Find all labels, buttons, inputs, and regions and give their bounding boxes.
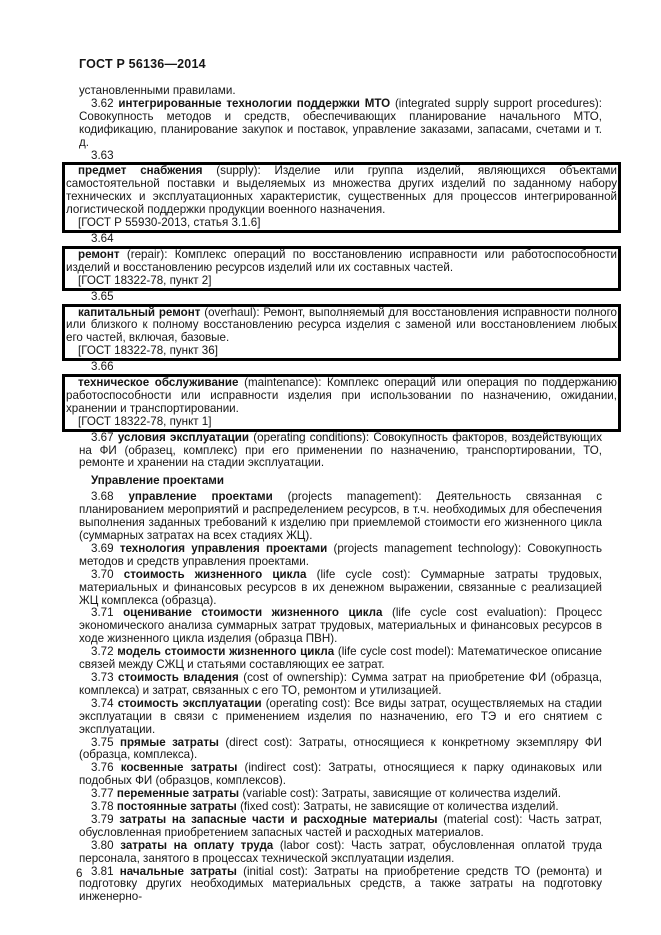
term-definition: (overhaul): Ремонт, выполняемый для восстановления исправности полного или близкого к полному восстановлению ресурса изделия с заменой или восстановлением любых его частей, включая, базовые. — [66, 305, 617, 345]
standard-designation: ГОСТ Р 56136—2014 — [79, 57, 206, 71]
clause-number: 3.78 — [91, 800, 114, 814]
term-title: модель стоимости жизненного цикла — [117, 645, 335, 659]
clause-number: 3.81 — [91, 864, 114, 878]
term-title: прямые затраты — [120, 735, 219, 749]
term-definition: (indirect cost): Затраты, относящиеся к парку одинаковых или подобных ФИ (образцов, комплексов). — [79, 761, 602, 788]
page-number: 6 — [76, 867, 83, 880]
section-subheading: Управление проектами — [91, 474, 224, 488]
term-definition: (operating conditions): Совокупность факторов, воздействующих на ФИ (образец, комплекс) при его применении по назначению, транспортировании, ТО, ремонте и хранении на стадии эксплуатации. — [79, 430, 602, 470]
term-title: стоимость эксплуатации — [117, 696, 262, 710]
term-definition: (life cycle cost model): Математическое описание связей между СЖЦ и статьями составляющих ее затрат. — [79, 645, 602, 672]
term-title: затраты на запасные части и расходные материалы — [119, 812, 438, 826]
clause-3-75 — [79, 737, 602, 763]
term-title: постоянные затраты — [116, 800, 237, 814]
term-definition: (projects management technology): Совокупность методов и средств управления проектами. — [79, 541, 602, 568]
clause-3-74 — [79, 698, 602, 737]
clause-number-3-63: 3.63 — [91, 148, 114, 162]
term-definition: (supply): Изделие или группа изделий, являющихся объектами самостоятельной поставки и выделяемых из множества других изделий по заданному набору технических и эксплуатационных характеристик, существенных для процессов интегрированной логистической поддержки продукции военного назначения. — [66, 164, 617, 217]
clause-number: 3.73 — [91, 670, 114, 684]
term-definition: (life cycle cost evaluation): Процесс экономического анализа суммарных затрат трудовых, материальных и финансовых ресурсов в ходе жизненного цикла изделия (образца ПВН). — [79, 606, 602, 646]
clause-number: 3.76 — [91, 761, 114, 775]
clause-number: 3.72 — [91, 645, 114, 659]
term-definition: (maintenance): Комплекс операций или операция по поддержанию работоспособности или исправности изделия при использовании по назначению, ожидании, хранении и транспортировании. — [66, 376, 617, 415]
term-title: техническое обслуживание — [78, 376, 239, 390]
clause-3-79 — [79, 814, 602, 840]
clause-number-3-65: 3.65 — [91, 289, 114, 303]
clause-number-3-66: 3.66 — [91, 360, 114, 374]
term-title: предмет снабжения — [78, 164, 203, 178]
term-definition: (repair): Комплекс операций по восстановлению исправности или работоспособности изделий и восстановлению ресурсов изделий или их составных частей. — [66, 247, 617, 274]
clause-3-68 — [79, 491, 602, 543]
term-title: стоимость владения — [118, 670, 239, 684]
intro-continuation-text: установленными правилами. — [79, 84, 236, 97]
clause-number: 3.70 — [91, 567, 114, 581]
boxed-definition — [66, 249, 617, 275]
clause-number: 3.74 — [91, 696, 114, 710]
term-title: условия эксплуатации — [117, 430, 250, 444]
term-definition: (life cycle cost): Суммарные затраты трудовых, материальных и финансовых ресурсов в их денежном выражении, связанные с реализацией ЖЦ комплекса (образца). — [79, 567, 602, 607]
term-title: начальные затраты — [119, 864, 237, 878]
term-title: технология управления проектами — [119, 541, 328, 555]
clause-number: 3.69 — [91, 541, 114, 555]
term-definition: (material cost): Часть затрат, обусловленная приобретением запасных частей и расходных материалов. — [79, 812, 602, 839]
clause-number: 3.75 — [91, 735, 114, 749]
clause-3-71 — [79, 607, 602, 646]
boxed-definition — [66, 377, 617, 416]
clause-number: 3.79 — [91, 812, 114, 826]
definition-box-supply — [62, 162, 621, 233]
definition-box-overhaul — [62, 304, 621, 362]
term-title: оценивание стоимости жизненного цикла — [123, 606, 383, 620]
term-definition: (labor cost): Часть затрат, обусловленная оплатой труда персонала, занятого в процессах технической эксплуатации изделия. — [79, 838, 602, 865]
clause-number: 3.62 — [91, 96, 114, 110]
term-definition: (cost of ownership): Сумма затрат на приобретение ФИ (образца, комплекса) и затрат, связанных с его ТО, ремонтом и утилизацией. — [79, 670, 602, 697]
term-title: ремонт — [78, 247, 120, 261]
clause-3-72 — [79, 646, 602, 672]
clause-number: 3.67 — [91, 430, 114, 444]
term-definition: (operating cost): Все виды затрат, осуществляемых на стадии эксплуатации в связи с применением изделия по назначению, его ТЭ и его снятием с эксплуатации. — [79, 696, 602, 736]
term-definition: (variable cost): Затраты, зависящие от количества изделий. — [239, 787, 561, 801]
document-body — [66, 84, 617, 904]
clause-3-80 — [79, 840, 602, 866]
definition-box-maintenance — [62, 374, 621, 432]
source-reference: [ГОСТ 18322-78, пункт 1] — [78, 414, 212, 428]
term-definition: (projects management): Деятельность связанная с планированием мероприятий и распределением ресурсов, в т.ч. необходимых для обеспечения выполнения заданных требований к изделию при приемлемой стоимости его жизненного цикла (суммарных затратах на всех стадиях ЖЦ). — [79, 490, 602, 542]
clause-number: 3.68 — [91, 490, 114, 504]
term-definition: (integrated supply support procedures): Совокупность методов и средств, обеспечивающих планирование начального МТО, кодификацию, планирование закупок и поставок, управление заказами, запасами, счетами и т. д. — [79, 96, 602, 149]
term-definition: (fixed cost): Затраты, не зависящие от количества изделий. — [236, 800, 559, 814]
source-reference: [ГОСТ 18322-78, пункт 36] — [78, 344, 218, 358]
clause-3-70 — [79, 569, 602, 608]
clause-number: 3.71 — [91, 606, 114, 620]
boxed-definition — [66, 165, 617, 217]
term-title: управление проектами — [128, 490, 273, 504]
term-title: стоимость жизненного цикла — [123, 567, 307, 581]
definition-box-repair — [62, 246, 621, 291]
source-reference: [ГОСТ 18322-78, пункт 2] — [78, 273, 212, 287]
term-definition: (direct cost): Затраты, относящиеся к конкретному экземпляру ФИ (образца, комплекса). — [79, 735, 602, 762]
term-title: интегрированные технологии поддержки МТО — [118, 96, 391, 110]
clause-number: 3.80 — [91, 838, 114, 852]
clause-3-69 — [79, 543, 602, 569]
boxed-definition — [66, 307, 617, 346]
clause-number-3-64: 3.64 — [91, 231, 114, 245]
term-title: затраты на оплату труда — [120, 838, 274, 852]
term-title: переменные затраты — [116, 787, 240, 801]
source-reference: [ГОСТ Р 55930-2013, статья 3.1.6] — [78, 216, 261, 230]
clause-3-81 — [79, 866, 602, 905]
clause-3-73 — [79, 672, 602, 698]
clause-number: 3.77 — [91, 787, 114, 801]
clause-3-62 — [79, 98, 602, 150]
term-title: косвенные затраты — [120, 761, 238, 775]
clause-3-76 — [79, 762, 602, 788]
term-definition: (initial cost): Затраты на приобретение средств ТО (ремонта) и подготовку других необходимых материальных средств, а также затраты на подготовку инженерно- — [79, 864, 602, 904]
clause-3-67 — [79, 432, 602, 471]
term-title: капитальный ремонт — [78, 305, 201, 319]
